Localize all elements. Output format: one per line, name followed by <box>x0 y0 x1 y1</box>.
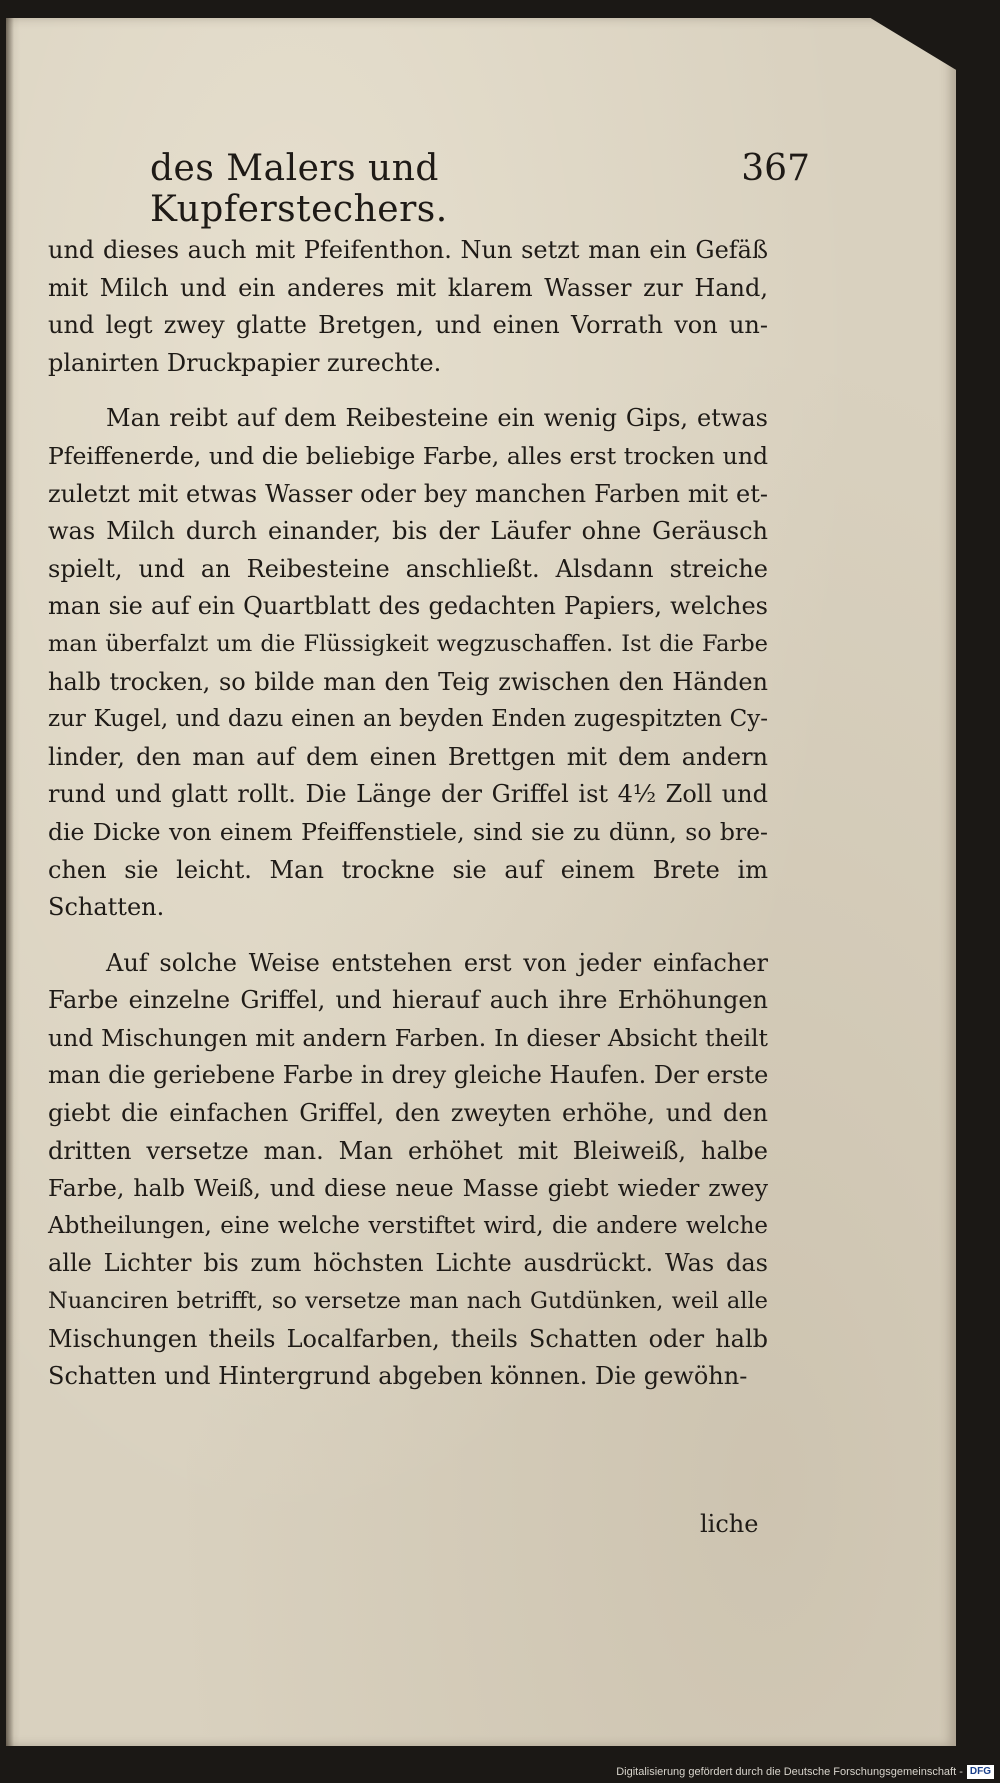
text-line: man überfalzt um die Flüssigkeit wegzuschaffen. Ist die Farbe <box>48 630 768 657</box>
text-line: zur Kugel, und dazu einen an beyden Enden zugespitzten Cy- <box>48 706 768 733</box>
text-line: alle Lichter bis zum höchsten Lichte ausdrückt. Was das <box>48 1249 768 1278</box>
text-line: mit Milch und ein anderes mit klarem Wasser zur Hand, <box>48 273 768 302</box>
text-line: rund und glatt rollt. Die Länge der Griffel ist 4½ Zoll und <box>48 780 768 809</box>
text-line: chen sie leicht. Man trockne sie auf einem Brete im <box>48 855 768 884</box>
text-line: giebt die einfachen Griffel, den zweyten erhöhe, und den <box>48 1099 768 1128</box>
paragraph <box>48 232 768 382</box>
text-line: Mischungen theils Localfarben, theils Schatten oder halb <box>48 1324 768 1353</box>
digitization-credit-text: Digitalisierung gefördert durch die Deutsche Forschungsgemeinschaft - <box>616 1766 963 1778</box>
text-line: und legt zwey glatte Bretgen, und einen Vorrath von un- <box>48 311 768 340</box>
text-line: spielt, und an Reibesteine anschließt. Alsdann streiche <box>48 554 768 583</box>
text-line: Farbe, halb Weiß, und diese neue Masse giebt wieder zwey <box>48 1174 768 1203</box>
text-line: man die geriebene Farbe in drey gleiche Haufen. Der erste <box>48 1061 769 1090</box>
running-head-title: des Malers und Kupferstechers. <box>150 148 448 230</box>
text-line: Farbe einzelne Griffel, und hierauf auch ihre Erhöhungen <box>48 986 768 1015</box>
paragraph <box>48 945 768 1396</box>
running-head <box>150 148 810 230</box>
text-line: halb trocken, so bilde man den Teig zwischen den Händen <box>48 667 768 696</box>
dfg-logo: DFG <box>967 1765 994 1779</box>
text-line: was Milch durch einander, bis der Läufer ohne Geräusch <box>48 517 768 546</box>
catchword: liche <box>700 1510 759 1538</box>
text-line: dritten versetze man. Man erhöhet mit Bleiweiß, halbe <box>48 1136 768 1165</box>
text-line: planirten Druckpapier zurechte. <box>48 348 442 377</box>
digitization-credit <box>616 1765 994 1779</box>
text-line: Schatten und Hintergrund abgeben können. Die gewöhn- <box>48 1362 748 1391</box>
text-line: Nuanciren betrifft, so versetze man nach Gutdünken, weil alle <box>48 1288 768 1315</box>
text-line: und dieses auch mit Pfeifenthon. Nun setzt man ein Gefäß <box>48 236 768 264</box>
page-gutter-shadow <box>6 18 14 1746</box>
page-number: 367 <box>741 148 810 189</box>
paragraph <box>48 400 768 926</box>
text-line: linder, den man auf dem einen Brettgen mit dem andern <box>48 742 768 771</box>
text-line: Man reibt auf dem Reibesteine ein wenig Gips, etwas <box>106 404 768 433</box>
text-line: Schatten. <box>48 893 165 922</box>
text-line: Abtheilungen, eine welche verstiftet wird, die andere welche <box>48 1212 768 1239</box>
text-line: man sie auf ein Quartblatt des gedachten Papiers, welches <box>48 592 768 621</box>
text-line: zuletzt mit etwas Wasser oder bey manchen Farben mit et- <box>48 479 768 508</box>
text-line: die Dicke von einem Pfeiffenstiele, sind sie zu dünn, so bre- <box>48 817 768 846</box>
text-line: Pfeiffenerde, und die beliebige Farbe, alles erst trocken und <box>48 441 768 470</box>
text-line: Auf solche Weise entstehen erst von jeder einfacher <box>106 948 768 977</box>
text-line: und Mischungen mit andern Farben. In dieser Absicht theilt <box>48 1023 768 1052</box>
body-text <box>48 232 768 1414</box>
